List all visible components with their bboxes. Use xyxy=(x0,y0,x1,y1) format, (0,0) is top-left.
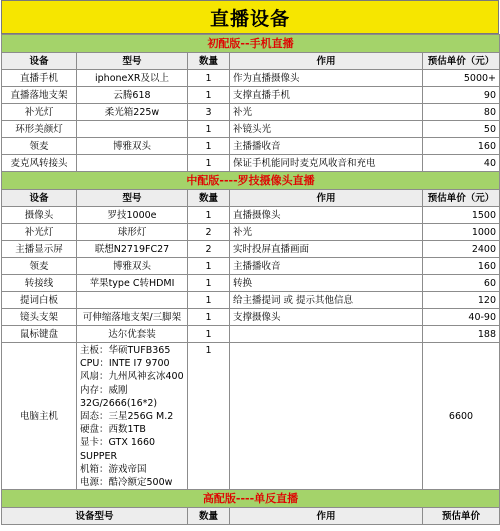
cell-device: 电脑主机 xyxy=(2,343,77,490)
cell-use: 支撑摄像头 xyxy=(230,309,423,326)
cell-price: 160 xyxy=(423,138,500,155)
cell-qty: 1 xyxy=(188,207,230,224)
cell-model: 博雅双头 xyxy=(77,258,188,275)
cell-qty: 2 xyxy=(188,224,230,241)
cell-price: 50 xyxy=(423,121,500,138)
cell-model: 达尔优套装 xyxy=(77,326,188,343)
table-row xyxy=(2,224,500,241)
cell-device: 提词白板 xyxy=(2,292,77,309)
table-row xyxy=(2,309,500,326)
table-row xyxy=(2,326,500,343)
cell-price: 90 xyxy=(423,87,500,104)
spec-line: 风扇：九州风神玄冰400 xyxy=(80,371,184,383)
cell-device: 主播显示屏 xyxy=(2,241,77,258)
cell-model xyxy=(77,121,188,138)
cell-model xyxy=(77,292,188,309)
cell-use: 补镜头光 xyxy=(230,121,423,138)
cell-model: iphoneXR及以上 xyxy=(77,70,188,87)
table-row xyxy=(2,104,500,121)
cell-model: 苹果type C转HDMI xyxy=(77,275,188,292)
cell-qty: 1 xyxy=(188,70,230,87)
cell-qty: 1 xyxy=(188,326,230,343)
cell-price: 60 xyxy=(423,275,500,292)
section-title: 高配版----单反直播 xyxy=(2,490,500,508)
section-header xyxy=(2,172,500,190)
cell-model-spec xyxy=(77,343,188,490)
cell-use: 给主播提词 或 提示其他信息 xyxy=(230,292,423,309)
cell-device: 麦克风转接头 xyxy=(2,155,77,172)
cell-device: 补光灯 xyxy=(2,104,77,121)
cell-device: 领麦 xyxy=(2,138,77,155)
cell-price: 1000 xyxy=(423,224,500,241)
cell-qty: 1 xyxy=(188,87,230,104)
cell-use: 直播摄像头 xyxy=(230,207,423,224)
equipment-table xyxy=(1,34,500,525)
cell-qty: 1 xyxy=(188,121,230,138)
section-title: 中配版----罗技摄像头直播 xyxy=(2,172,500,190)
col-header-model: 型号 xyxy=(77,53,188,70)
cell-device: 环形美颜灯 xyxy=(2,121,77,138)
cell-device: 转接线 xyxy=(2,275,77,292)
col-header-price: 预估单价 xyxy=(423,508,500,525)
table-row xyxy=(2,258,500,275)
table-row xyxy=(2,275,500,292)
table-row xyxy=(2,121,500,138)
col-header-model: 型号 xyxy=(77,190,188,207)
cell-use: 补光 xyxy=(230,104,423,121)
cell-use xyxy=(230,326,423,343)
spec-line: 内存：威刚 xyxy=(80,384,128,396)
table-row xyxy=(2,138,500,155)
col-header-use: 作用 xyxy=(230,190,423,207)
spec-line: 机箱：游戏帝国 xyxy=(80,463,147,475)
cell-model: 联想N2719FC27 xyxy=(77,241,188,258)
col-header-price: 预估单价（元） xyxy=(423,53,500,70)
cell-price: 40 xyxy=(423,155,500,172)
cell-model: 可伸缩落地支架/三脚架 xyxy=(77,309,188,326)
cell-price: 120 xyxy=(423,292,500,309)
cell-device: 直播手机 xyxy=(2,70,77,87)
cell-model: 云腾618 xyxy=(77,87,188,104)
cell-use: 支撑直播手机 xyxy=(230,87,423,104)
spec-line: CPU：INTE I7 9700 xyxy=(80,358,170,370)
cell-price: 188 xyxy=(423,326,500,343)
table-row-computer xyxy=(2,343,500,490)
spec-line: SUPPER xyxy=(80,450,118,462)
table-row xyxy=(2,155,500,172)
section-title: 初配版--手机直播 xyxy=(2,35,500,53)
cell-qty: 1 xyxy=(188,258,230,275)
section-header xyxy=(2,35,500,53)
equipment-sheet xyxy=(1,0,499,525)
cell-use: 保证手机能同时麦克风收音和充电 xyxy=(230,155,423,172)
cell-model xyxy=(77,155,188,172)
cell-price: 5000+ xyxy=(423,70,500,87)
spec-line: 固态：三星256G M.2 xyxy=(80,411,174,423)
cell-model: 柔光箱225w xyxy=(77,104,188,121)
column-header-row xyxy=(2,53,500,70)
cell-qty: 1 xyxy=(188,309,230,326)
cell-price: 1500 xyxy=(423,207,500,224)
sheet-title: 直播设备 xyxy=(1,0,499,34)
cell-qty: 2 xyxy=(188,241,230,258)
column-header-row xyxy=(2,190,500,207)
cell-device: 直播落地支架 xyxy=(2,87,77,104)
col-header-use: 作用 xyxy=(230,508,423,525)
cell-device: 镜头支架 xyxy=(2,309,77,326)
cell-qty: 3 xyxy=(188,104,230,121)
cell-use: 实时投屏直播画面 xyxy=(230,241,423,258)
col-header-use: 作用 xyxy=(230,53,423,70)
spec-line: 主板：华硕TUFB365 xyxy=(80,345,171,356)
spec-line: 电源：酷冷额定500w xyxy=(80,477,173,489)
cell-device: 补光灯 xyxy=(2,224,77,241)
cell-use: 主播播收音 xyxy=(230,138,423,155)
cell-price: 80 xyxy=(423,104,500,121)
cell-price: 40-90 xyxy=(423,309,500,326)
col-header-device: 设备 xyxy=(2,53,77,70)
cell-price: 160 xyxy=(423,258,500,275)
cell-use: 转换 xyxy=(230,275,423,292)
table-row xyxy=(2,292,500,309)
cell-price: 6600 xyxy=(423,343,500,490)
cell-qty: 1 xyxy=(188,292,230,309)
col-header-qty: 数量 xyxy=(188,508,230,525)
col-header-price: 预估单价（元） xyxy=(423,190,500,207)
cell-use: 主播播收音 xyxy=(230,258,423,275)
table-row xyxy=(2,207,500,224)
cell-use: 作为直播摄像头 xyxy=(230,70,423,87)
cell-model: 博雅双头 xyxy=(77,138,188,155)
cell-device: 鼠标键盘 xyxy=(2,326,77,343)
cell-qty: 1 xyxy=(188,343,230,490)
col-header-device: 设备 xyxy=(2,190,77,207)
column-header-row xyxy=(2,508,500,525)
spec-line: 32G/2666(16*2) xyxy=(80,397,158,409)
spec-line: 硬盘：西数1TB xyxy=(80,424,146,436)
cell-use xyxy=(230,343,423,490)
cell-device: 领麦 xyxy=(2,258,77,275)
col-header-qty: 数量 xyxy=(188,190,230,207)
cell-use: 补光 xyxy=(230,224,423,241)
cell-model: 罗技1000e xyxy=(77,207,188,224)
cell-qty: 1 xyxy=(188,275,230,292)
col-header-device-model: 设备型号 xyxy=(2,508,188,525)
table-row xyxy=(2,70,500,87)
col-header-qty: 数量 xyxy=(188,53,230,70)
cell-model: 球形灯 xyxy=(77,224,188,241)
table-row xyxy=(2,241,500,258)
cell-device: 摄像头 xyxy=(2,207,77,224)
cell-price: 2400 xyxy=(423,241,500,258)
cell-qty: 1 xyxy=(188,138,230,155)
section-header xyxy=(2,490,500,508)
spec-line: 显卡：GTX 1660 xyxy=(80,437,156,449)
cell-qty: 1 xyxy=(188,155,230,172)
table-row xyxy=(2,87,500,104)
